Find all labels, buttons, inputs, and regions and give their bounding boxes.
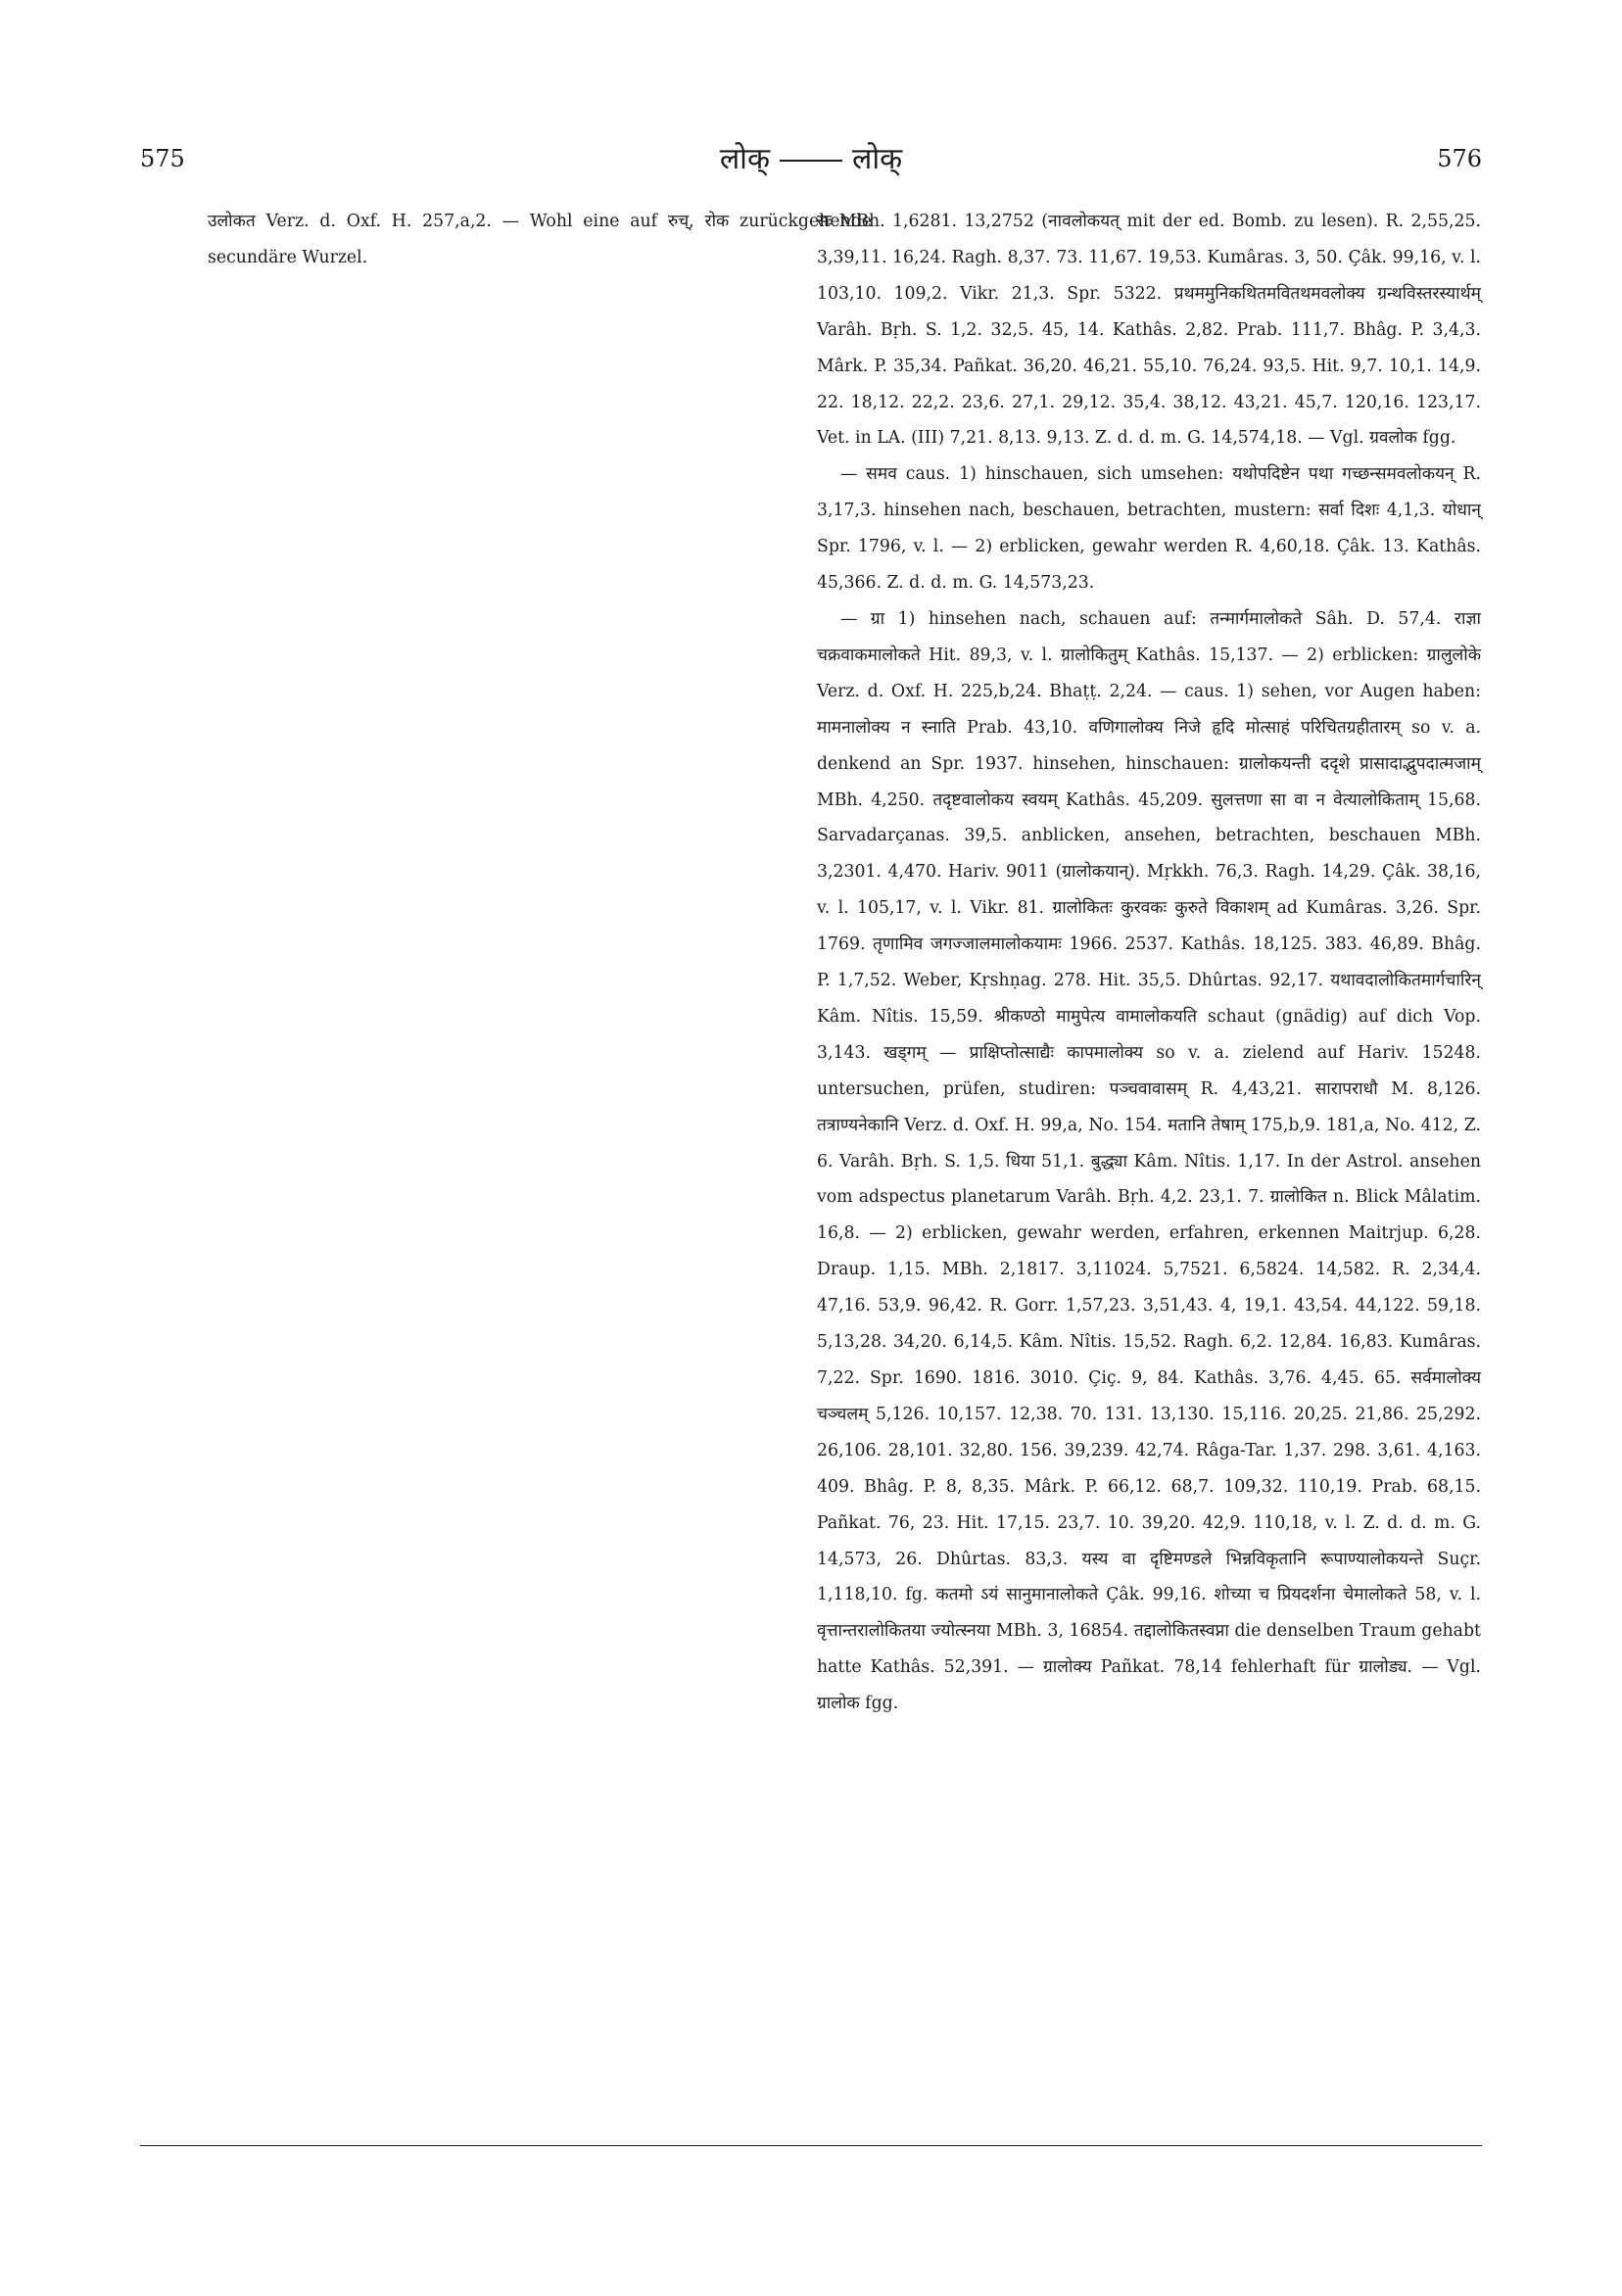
entry-paragraph: सः MBh. 1,6281. 13,2752 (नावलोकयत् mit der ed. Bomb. zu lesen). R. 2,55,25. 3,39,11. 16,24. Ragh. 8,37. 73. 11,67. 19,53. Kumâras. 3, 50. Çâk. 99,16, v. l. 103,10. 109,2. Vikr. 21,3. Spr. 5322. प्रथममुनिकथितमवितथमवलोक्य ग्रन्थविस्तरस्यार्थम् Varâh. Bṛh. S. 1,2. 32,5. 45, 14. Kathâs. 2,82. Prab. 111,7. Bhâg. P. 3,4,3. Mârk. P. 35,34. Pañkat. 36,20. 46,21. 55,10. 76,24. 93,5. Hit. 9,7. 10,1. 14,9. 22. 18,12. 22,2. 23,6. 27,1. 29,12. 35,4. 38,12. 43,21. 45,7. 120,16. 123,17. Vet. in LA. (III) 7,21. 8,13. 9,13. Z. d. d. m. G. 14,574,18. — Vgl. ग्रवलोक fgg. <box>817 212 1481 449</box>
left-column <box>208 204 872 276</box>
entry-paragraph: — समव caus. 1) hinschauen, sich umsehen: यथोपदिष्टेन पथा गच्छन्समवलोकयन् R. 3,17,3. hinsehen nach, beschauen, betrachten, mustern: सर्वा दिशः 4,1,3. योधान् Spr. 1796, v. l. — 2) erblicken, gewahr werden R. 4,60,18. Çâk. 13. Kathâs. 45,366. Z. d. d. m. G. 14,573,23. <box>817 464 1481 594</box>
right-column <box>817 204 1481 1722</box>
entry-paragraph: उलोकत Verz. d. Oxf. H. 257,a,2. — Wohl eine auf रुच्, रोक zurückgehende secundäre Wurzel. <box>208 212 872 267</box>
footer-rule <box>140 2145 1482 2146</box>
page-number-right: 576 <box>1437 145 1482 172</box>
headword-right: लोक् <box>852 142 903 176</box>
page-headword <box>0 137 1622 177</box>
entry-paragraph: — ग्रा 1) hinsehen nach, schauen auf: तन्मार्गमालोकते Sâh. D. 57,4. राज्ञा चक्रवाकमालोकते Hit. 89,3, v. l. ग्रालोकितुम् Kathâs. 15,137. — 2) erblicken: ग्रालुलोके Verz. d. Oxf. H. 225,b,24. Bhaṭṭ. 2,24. — caus. 1) sehen, vor Augen haben: मामनालोक्य न स्नाति Prab. 43,10. वणिगालोक्य निजे हृदि मोत्साहं परिचितग्रहीतारम् so v. a. denkend an Spr. 1937. hinsehen, hinschauen: ग्रालोकयन्ती ददृशे प्रासादाद्भुपदात्मजाम् MBh. 4,250. तदृष्टवालोकय स्वयम् Kathâs. 45,209. सुलत्तणा सा वा न वेत्यालोकिताम् 15,68. Sarvadarçanas. 39,5. anblicken, ansehen, betrachten, beschauen MBh. 3,2301. 4,470. Hariv. 9011 (ग्रालोकयान्). Mṛkkh. 76,3. Ragh. 14,29. Çâk. 38,16, v. l. 105,17, v. l. Vikr. 81. ग्रालोकितः कुरवकः कुरुते विकाशम् ad Kumâras. 3,26. Spr. 1769. तृणामिव जगज्जालमालोकयामः 1966. 2537. Kathâs. 18,125. 383. 46,89. Bhâg. P. 1,7,52. Weber, Kṛshṇag. 278. Hit. 35,5. Dhûrtas. 92,17. यथावदालोकितमार्गचारिन् Kâm. Nîtis. 15,59. श्रीकण्ठो मामुपेत्य वामालोकयति schaut (gnädig) auf dich Vop. 3,143. खड्गम् — प्राक्षिप्तोत्साद्यैः कापमालोक्य so v. a. zielend auf Hariv. 15248. untersuchen, prüfen, studiren: पञ्चवावासम् R. 4,43,21. सारापराधौ M. 8,126. तत्राण्यनेकानि Verz. d. Oxf. H. 99,a, No. 154. मतानि तेषाम् 175,b,9. 181,a, No. 412, Z. 6. Varâh. Bṛh. S. 1,5. धिया 51,1. बुद्ध्या Kâm. Nîtis. 1,17. In der Astrol. ansehen vom adspectus planetarum Varâh. Bṛh. 4,2. 23,1. 7. ग्रालोकित n. Blick Mâlatim. 16,8. — 2) erblicken, gewahr werden, erfahren, erkennen Maitrjup. 6,28. Draup. 1,15. MBh. 2,1817. 3,11024. 5,7521. 6,5824. 14,582. R. 2,34,4. 47,16. 53,9. 96,42. R. Gorr. 1,57,23. 3,51,43. 4, 19,1. 43,54. 44,122. 59,18. 5,13,28. 34,20. 6,14,5. Kâm. Nîtis. 15,52. Ragh. 6,2. 12,84. 16,83. Kumâras. 7,22. Spr. 1690. 1816. 3010. Çiç. 9, 84. Kathâs. 3,76. 4,45. 65. सर्वमालोक्य चञ्चलम् 5,126. 10,157. 12,38. 70. 131. 13,130. 15,116. 20,25. 21,86. 25,292. 26,106. 28,101. 32,80. 156. 39,239. 42,74. Râga-Tar. 1,37. 298. 3,61. 4,163. 409. Bhâg. P. 8, 8,35. Mârk. P. 66,12. 68,7. 109,32. 110,19. Prab. 68,15. Pañkat. 76, 23. Hit. 17,15. 23,7. 10. 39,20. 42,9. 110,18, v. l. Z. d. d. m. G. 14,573, 26. Dhûrtas. 83,3. यस्य वा दृष्टिमण्डले भिन्नविकृतानि रूपाण्यालोकयन्ते Suçr. 1,118,10. fg. कतमो ऽयं सानुमानालोकते Çâk. 99,16. शोच्या च प्रियदर्शना चेमालोकते 58, v. l. वृत्तान्तरालोकितया ज्योत्स्नया MBh. 3, 16854. तद्दालोकितस्वप्ना die denselben Traum gehabt hatte Kathâs. 52,391. — ग्रालोक्य Pañkat. 78,14 fehlerhaft für ग्रालोड्य. — Vgl. ग्रालोक fgg. <box>817 608 1481 1714</box>
header-dash <box>780 160 842 162</box>
page-number-left: 575 <box>140 145 185 172</box>
headword-left: लोक् <box>719 142 770 176</box>
